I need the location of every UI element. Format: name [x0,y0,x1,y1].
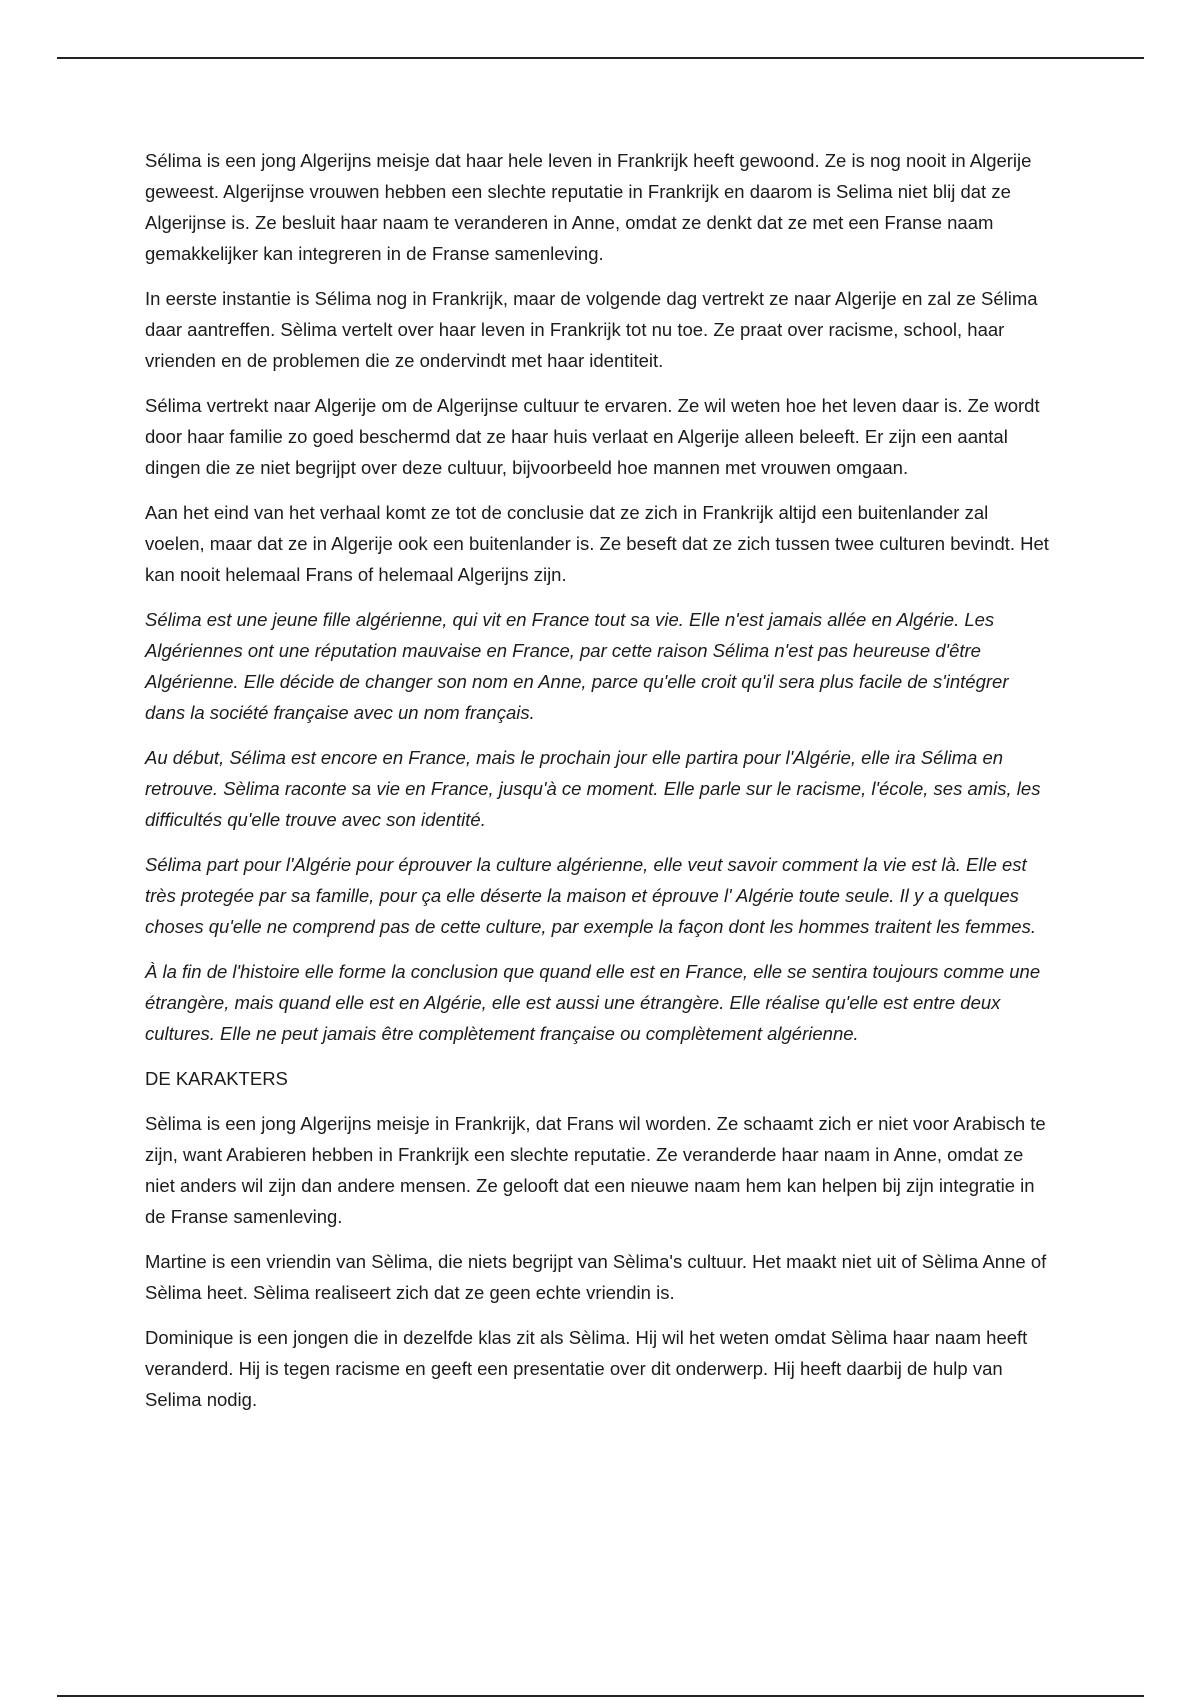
characters-heading: DE KARAKTERS [145,1068,288,1089]
summary-fr-paragraph-2: Au début, Sélima est encore en France, mais le prochain jour elle partira pour l'Algérie, elle ira Sélima en retrouve. Sèlima raconte sa vie en France, jusqu'à ce moment. Elle parle sur le racisme, l'école, ses amis, les difficultés qu'elle trouve avec son identité. [145,747,1041,830]
footer-rule [57,1695,1144,1697]
summary-nl-paragraph-3: Sélima vertrekt naar Algerije om de Algerijnse cultuur te ervaren. Ze wil weten hoe het leven daar is. Ze wordt door haar familie zo goed beschermd dat ze haar huis verlaat en Algerije alleen beleeft. Er zijn een aantal dingen die ze niet begrijpt over deze cultuur, bijvoorbeeld hoe mannen met vrouwen omgaan. [145,395,1040,478]
summary-fr-paragraph-3: Sélima part pour l'Algérie pour éprouver la culture algérienne, elle veut savoir comment la vie est là. Elle est très protegée par sa famille, pour ça elle déserte la maison et éprouve l' Algérie toute seule. Il y a quelques choses qu'elle ne comprend pas de cette culture, par exemple la façon dont les hommes traitent les femmes. [145,854,1036,937]
summary-fr-paragraph-4: À la fin de l'histoire elle forme la conclusion que quand elle est en France, elle se sentira toujours comme une étrangère, mais quand elle est en Algérie, elle est aussi une étrangère. Elle réalise qu'elle est entre deux cultures. Elle ne peut jamais être complètement française ou complètement algérienne. [145,961,1041,1044]
character-martine-paragraph: Martine is een vriendin van Sèlima, die niets begrijpt van Sèlima's cultuur. Het maakt niet uit of Sèlima Anne of Sèlima heet. Sèlima realiseert zich dat ze geen echte vriendin is. [145,1251,1047,1303]
summary-fr-paragraph-1: Sélima est une jeune fille algérienne, qui vit en France tout sa vie. Elle n'est jamais allée en Algérie. Les Algériennes ont une réputation mauvaise en France, par cette raison Sélima n'est pas heureuse d'être Algérienne. Elle décide de changer son nom en Anne, parce qu'elle croit qu'il sera plus facile de s'intégrer dans la société française avec un nom français. [145,609,1009,723]
character-selima-paragraph: Sèlima is een jong Algerijns meisje in Frankrijk, dat Frans wil worden. Ze schaamt zich er niet voor Arabisch te zijn, want Arabieren hebben in Frankrijk een slechte reputatie. Ze veranderde haar naam in Anne, omdat ze niet anders wil zijn dan andere mensen. Ze gelooft dat een nieuwe naam hem kan helpen bij zijn integratie in de Franse samenleving. [145,1113,1046,1227]
header-rule [57,57,1144,59]
document-body [145,145,1050,1429]
summary-nl-paragraph-2: In eerste instantie is Sélima nog in Frankrijk, maar de volgende dag vertrekt ze naar Algerije en zal ze Sélima daar aantreffen. Sèlima vertelt over haar leven in Frankrijk tot nu toe. Ze praat over racisme, school, haar vrienden en de problemen die ze ondervindt met haar identiteit. [145,288,1038,371]
character-dominique-paragraph: Dominique is een jongen die in dezelfde klas zit als Sèlima. Hij wil het weten omdat Sèlima haar naam heeft veranderd. Hij is tegen racisme en geeft een presentatie over dit onderwerp. Hij heeft daarbij de hulp van Selima nodig. [145,1327,1028,1410]
summary-nl-paragraph-1: Sélima is een jong Algerijns meisje dat haar hele leven in Frankrijk heeft gewoond. Ze is nog nooit in Algerije geweest. Algerijnse vrouwen hebben een slechte reputatie in Frankrijk en daarom is Selima niet blij dat ze Algerijnse is. Ze besluit haar naam te veranderen in Anne, omdat ze denkt dat ze met een Franse naam gemakkelijker kan integreren in de Franse samenleving. [145,150,1032,264]
summary-nl-paragraph-4: Aan het eind van het verhaal komt ze tot de conclusie dat ze zich in Frankrijk altijd een buitenlander zal voelen, maar dat ze in Algerije ook een buitenlander is. Ze beseft dat ze zich tussen twee culturen bevindt. Het kan nooit helemaal Frans of helemaal Algerijns zijn. [145,502,1049,585]
